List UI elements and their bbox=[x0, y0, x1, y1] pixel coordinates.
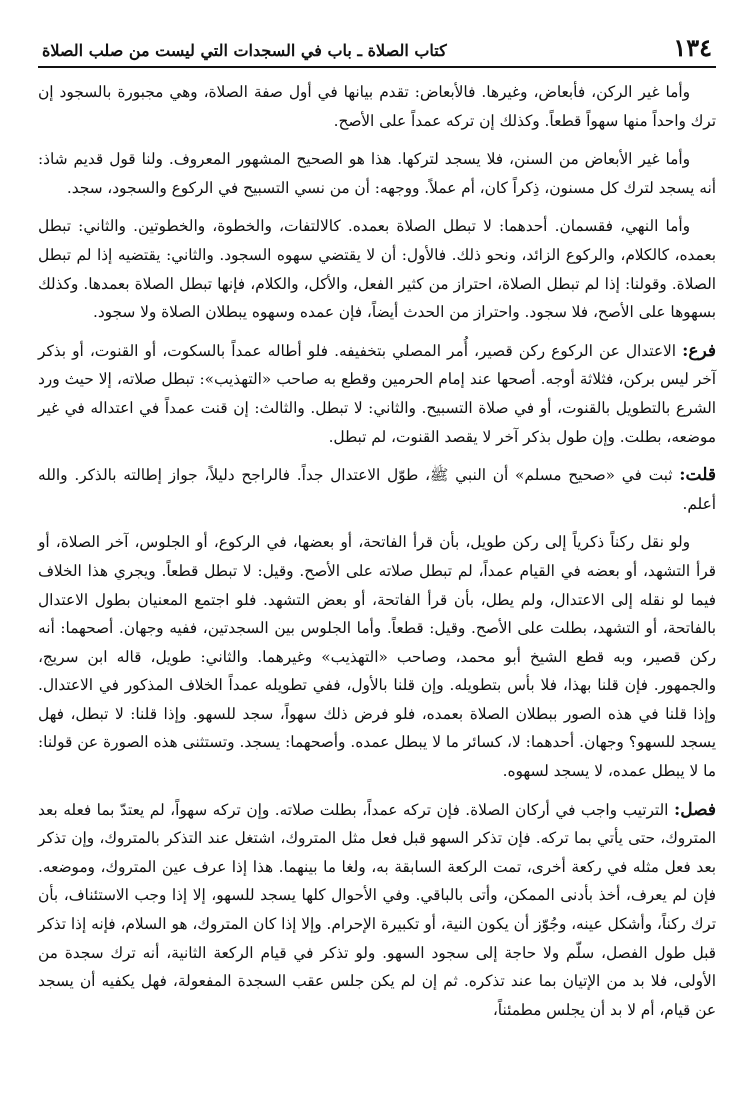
paragraph-text: الترتيب واجب في أركان الصلاة. فإن تركه عمداً، بطلت صلاته. وإن تركه سهواً، لم يعتدّ بما فعله بعد المتروك، حتى يأتي بما تركه. فإن تذكر السهو قبل فعل مثل المتروك، اشتغل عند التذكر بالمتروك، وإن تذكر بعد فعل مثله في ركعة أخرى، تمت الركعة السابقة به، ولغا ما بينهما. هذا إذا عرف عين المتروك، وموضعه. فإن لم يعرف، أخذ بأدنى الممكن، وأتى بالباقي. وفي الأحوال كلها يسجد للسهو، إلا إذا وجب الاستئناف، بأن ترك ركناً، وأشكل عينه، وجُوّز أن يكون النية، أو تكبيرة الإحرام. وإلا إذا كان المتروك، هو السلام، فإنه إذا تذكر قبل طول الفصل، سلّم ولا حاجة إلى سجود السهو. ولو تذكر في قيام الركعة الثانية، أنه ترك سجدة من الأولى، فلا بد من الإتيان بما عند تذكره. ثم إن لم يكن جلس عقب السجدة المفعولة، فهل يكفيه أن يسجد عن قيام، أم لا بد أن يجلس مطمئناً، bbox=[38, 800, 716, 1019]
paragraph-prohibition bbox=[38, 212, 716, 326]
running-head: كتاب الصلاة ـ باب في السجدات التي ليست من صلب الصلاة bbox=[42, 41, 447, 60]
paragraph-non-pillar bbox=[38, 78, 716, 135]
page-body bbox=[38, 78, 716, 1024]
paragraph-text: وأما غير الأبعاض من السنن، فلا يسجد لتركها. هذا هو الصحيح المشهور المعروف. ولنا قول قديم شاذ: أنه يسجد لترك كل مسنون، ذِكراً كان، أم عملاً. ووجهه: أن من نسي التسبيح في الركوع والسجود، سجد. bbox=[38, 150, 716, 197]
page-number: ١٣٤ bbox=[673, 33, 712, 62]
paragraph-text: وأما النهي، فقسمان. أحدهما: لا تبطل الصلاة بعمده. كالالتفات، والخطوة، والخطوتين. والثاني: تبطل بعمده، كالكلام، والركوع الزائد، ونحو ذلك. فالأول: أن لا يقتضي سهوه السجود. والثاني: يقتضيه إذا لم تبطل الصلاة. وقولنا: إذا لم تبطل الصلاة، احتراز من كثير الفعل، والأكل، والكلام، فإنها تبطل الصلاة بعمدها. وكذلك بسهوها على الأصح، فلا سجود. واحتراز من الحدث أيضاً، فإن عمده وسهوه يبطلان الصلاة ولا سجود. bbox=[38, 217, 716, 322]
paragraph-text: وأما غير الركن، فأبعاض، وغيرها. فالأبعاض: تقدم بيانها في أول صفة الصلاة، وهي مجبورة بالسجود إن ترك واحداً منها سهواً قطعاً. وكذلك إن تركه عمداً على الأصح. bbox=[38, 83, 716, 130]
paragraph-lead: فصل: bbox=[673, 799, 716, 820]
paragraph-text: ولو نقل ركناً ذكرياً إلى ركن طويل، بأن قرأ الفاتحة، أو بعضها، في الركوع، أو الجلوس، آخر الصلاة، أو قرأ التشهد، أو بعضه في القيام عمداً، لم تبطل صلاته على الأصح. وقيل: لا تبطل قطعاً. ويجري هذا الخلاف فيما لو نقله إلى الاعتدال، ولم يطل، بأن قرأ الفاتحة، أو بعض التشهد. فلو اجتمع المعنيان بطول الاعتدال بالفاتحة، أو التشهد، بطلت على الأصح. وقيل: قطعاً. وأما الجلوس بين السجدتين، ففيه وجهان. أصحهما: أنه ركن قصير، وبه قطع الشيخ أبو محمد، وصاحب «التهذيب» وغيرهما. والثاني: طويل، قاله ابن سريج، والجمهور. فإن قلنا بهذا، فلا بأس بتطويله. وإن قلنا بالأول، ففي تطويله عمداً الخلاف المذكور في الاعتدال. وإذا قلنا في هذه الصور ببطلان الصلاة بعمده، فلو فرض ذلك سهواً، سجد للسهو. وإذا قلنا: لا تبطل، فهل يسجد للسهو؟ وجهان. أحدهما: لا، كسائر ما لا يبطل عمده. وأصحهما: يسجد. وتستثنى هذه الصورة عن قولنا: ما لا يبطل عمده، لا يسجد لسهوه. bbox=[38, 533, 716, 781]
header-rule bbox=[38, 66, 716, 68]
paragraph-text: الاعتدال عن الركوع ركن قصير، أُمر المصلي بتخفيفه. فلو أطاله عمداً بالسكوت، أو القنوت، أو بذكر آخر ليس بركن، فثلاثة أوجه. أصحها عند إمام الحرمين وقطع به صاحب «التهذيب»: تبطل صلاته، إلا حيث ورد الشرع بالتطويل بالقنوت، أو في صلاة التسبيح. والثاني: لا تبطل. والثالث: إن قنت عمداً في اعتداله في غير موضعه، بطلت. وإن طول بذكر آخر لا يقصد القنوت، لم تبطل. bbox=[38, 341, 716, 446]
paragraph-fasl bbox=[38, 796, 716, 1025]
page-header bbox=[38, 28, 716, 66]
paragraph-qultu bbox=[38, 461, 716, 518]
paragraph-sunnah bbox=[38, 145, 716, 202]
paragraph-transfer-pillar bbox=[38, 528, 716, 785]
paragraph-lead: فرع: bbox=[682, 340, 716, 361]
paragraph-text: ثبت في «صحيح مسلم» أن النبي ﷺ، طوّل الاعتدال جداً. فالراجح دليلاً، جواز إطالته بالذكر. والله أعلم. bbox=[38, 466, 716, 513]
paragraph-lead: قلت: bbox=[679, 465, 716, 486]
paragraph-far bbox=[38, 337, 716, 451]
